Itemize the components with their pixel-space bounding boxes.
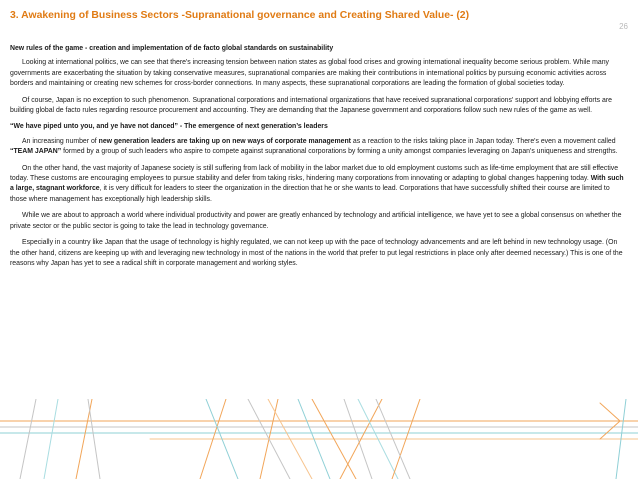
paragraph-labor-market <box>10 164 628 206</box>
paragraph-technology-governance: While we are about to approach a world where individual productivity and power are greatly enhanced by technology and artificial intelligence, we have yet to see a global consensus on whether the private sector or the public sector is going to take the lead in technology governance. <box>10 212 622 230</box>
paragraph-new-leaders <box>10 137 628 158</box>
text-run: An increasing number of <box>22 137 99 145</box>
page-title: 3. Awakening of Business Sectors -Supranational governance and Creating Shared Value- (2) <box>10 10 470 21</box>
page-number: 26 <box>619 22 628 31</box>
text-run: formed by a group of such leaders who aspire to compete against supranational corporations by forming a unity amongst companies leveraging on Japan's uniqueness and strengths. <box>61 148 618 156</box>
paragraph-japan-regulation: Especially in a country like Japan that the usage of technology is highly regulated, we can not keep up with the pace of technology advancements and are left behind in new technology usage. (On the other hand, citizens are keeping up with and leveraging new technology in most of the nations in the world that prefer to put legal restrictions in place only after deemed necessary.) This is one of the reasons why Japan has yet to see a radical shift in corporate management and working styles. <box>10 239 623 267</box>
paragraph-international-politics: Looking at international politics, we can see that there's increasing tension between nation states as global food crises and growing international inequality become serious problem. While many governments are exacerbating the situation by taking conservative measures, supranational companies are making their contributions in international politics by pursuing economic activities across borders and maintaining or creating new schemes for cross-border connections. In many aspects, these supranational corporations are leading the formation of global societies today. <box>10 59 609 88</box>
text-run: as a reaction to the risks taking place in Japan today. There's even a movement called <box>350 137 616 145</box>
art-line <box>20 399 36 479</box>
text-run: , it is very difficult for leaders to steer the organization in the direction that he or she wants to lead. Corporations that have successfully shifted their course are limited to those where management has exceptionally high leadership skills. <box>10 185 610 203</box>
art-line <box>44 399 58 479</box>
bold-text-new-leaders: new generation leaders are taking up on new ways of corporate management <box>98 137 351 145</box>
paragraph-japan-exception: Of course, Japan is no exception to such phenomenon. Supranational corporations and international organizations that have received supranational corporations' support and lobbying efforts are building global de facto rules regarding resource procurement and accounting. They are demanding that the Japanese government and corporations follow such new rules of the game as well. <box>10 96 612 115</box>
document-body <box>10 44 628 275</box>
bold-text-stagnant-workforce: With such a large, stagnant workforce <box>10 175 624 193</box>
section-heading-next-generation: “We have piped unto you, and ye have not danced” - The emergence of next generation’s leaders <box>10 123 328 131</box>
art-line <box>88 399 100 479</box>
section-heading-new-rules: New rules of the game - creation and implementation of de facto global standards on sustainability <box>10 45 334 52</box>
bold-text-team-japan: “TEAM JAPAN” <box>10 148 62 156</box>
decorative-line-art <box>0 399 638 479</box>
text-run: On the other hand, the vast majority of Japanese society is still suffering from lack of mobility in the labor market due to old employment customs such as life-time employment that are still effective today. These customs are encouraging employees to pursue stability and defer from taking risks, hindering many corporations from innovating or adapting to global changes happening today. <box>10 164 619 183</box>
